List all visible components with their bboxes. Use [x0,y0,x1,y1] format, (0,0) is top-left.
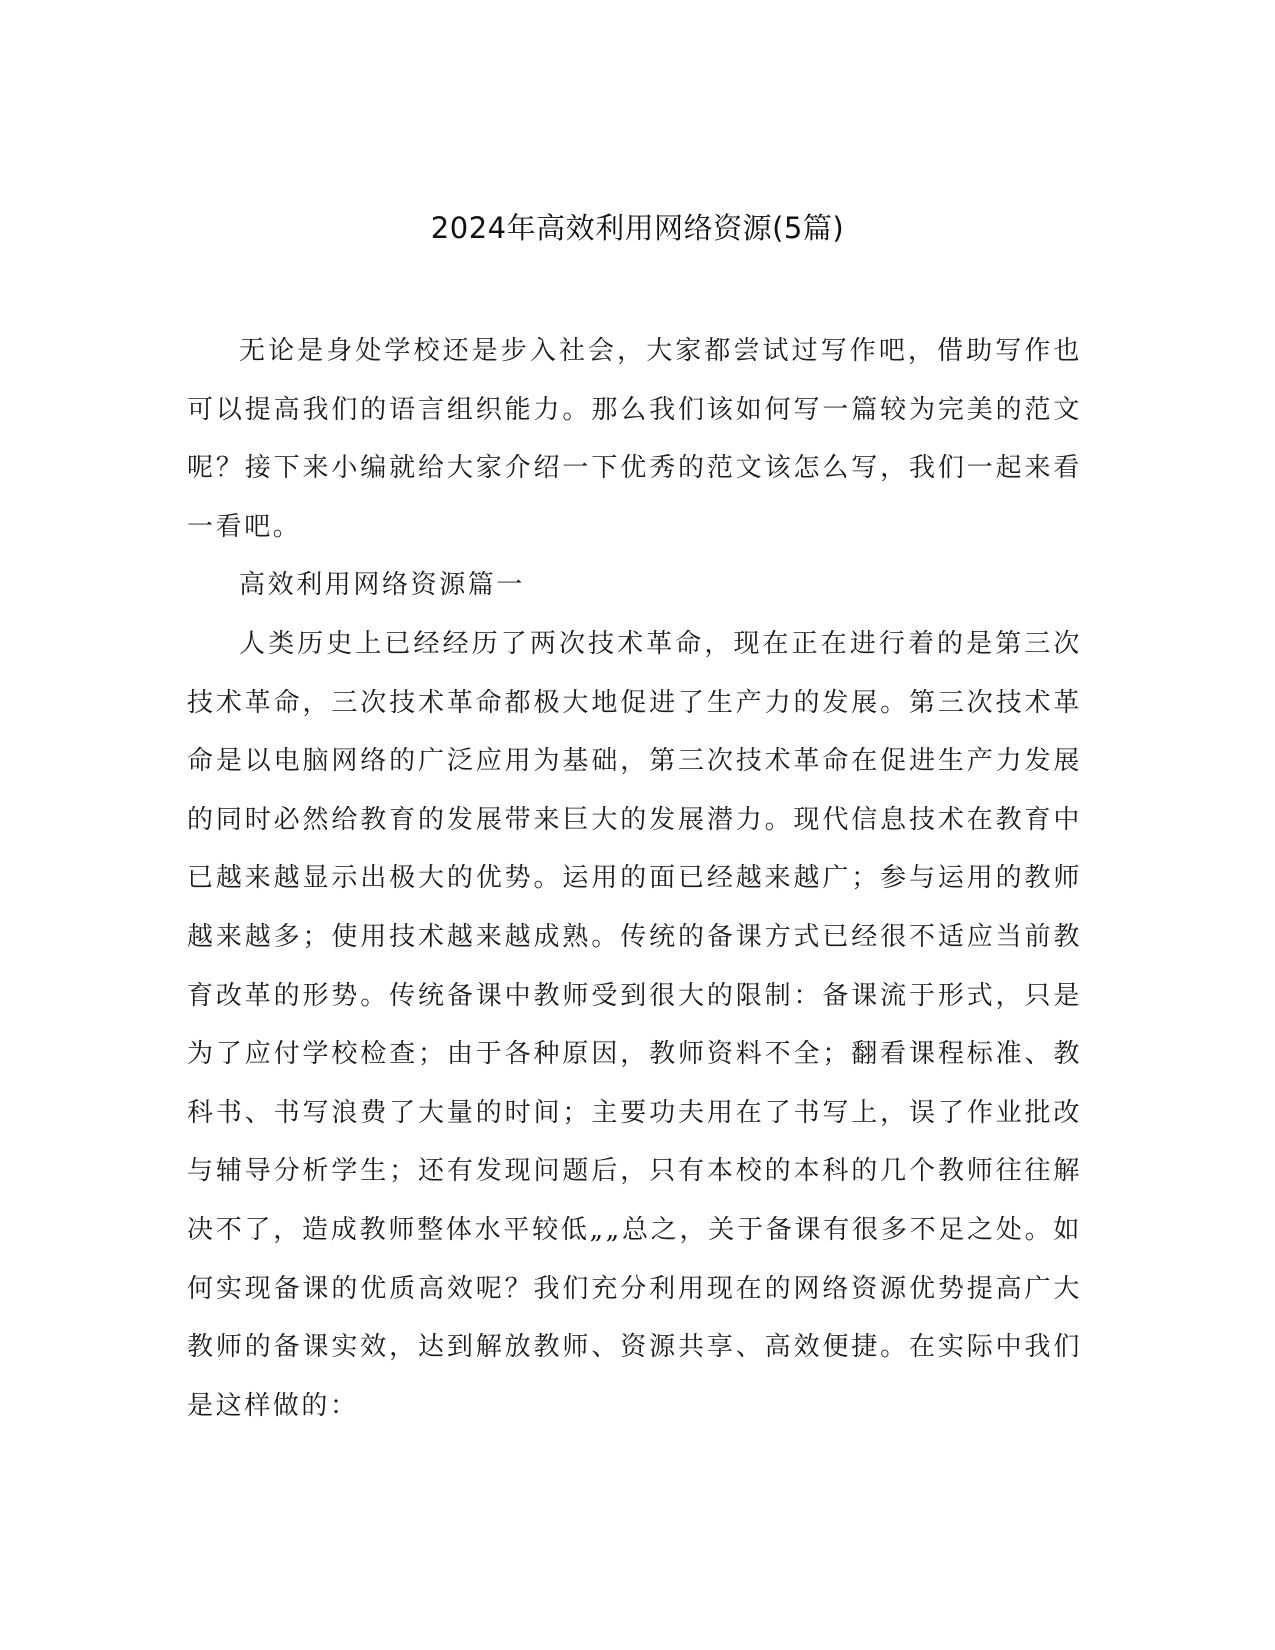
section-paragraph: 人类历史上已经经历了两次技术革命，现在正在进行着的是第三次技术革命，三次技术革命都极大地促进了生产力的发展。第三次技术革命是以电脑网络的广泛应用为基础，第三次技术革命在促进生产力发展的同时必然给教育的发展带来巨大的发展潜力。现代信息技术在教育中已越来越显示出极大的优势。运用的面已经越来越广；参与运用的教师越来越多；使用技术越来越成熟。传统的备课方式已经很不适应当前教育改革的形势。传统备课中教师受到很大的限制：备课流于形式，只是为了应付学校检查；由于各种原因，教师资料不全；翻看课程标准、教科书、书写浪费了大量的时间；主要功夫用在了书写上，误了作业批改与辅导分析学生；还有发现问题后，只有本校的本科的几个教师往往解决不了，造成教师整体水平较低„„总之，关于备课有很多不足之处。如何实现备课的优质高效呢？我们充分利用现在的网络资源优势提高广大教师的备课实效，达到解放教师、资源共享、高效便捷。在实际中我们是这样做的： [187,628,1082,1421]
document-title: 2024年高效利用网络资源(5篇) [430,211,845,245]
section-heading: 高效利用网络资源篇一 [239,570,526,601]
intro-paragraph: 无论是身处学校还是步入社会，大家都尝试过写作吧，借助写作也可以提高我们的语言组织能力。那么我们该如何写一篇较为完美的范文呢？接下来小编就给大家介绍一下优秀的范文该怎么写，我们一起来看一看吧。 [187,336,1082,542]
document-body [187,322,1082,1435]
